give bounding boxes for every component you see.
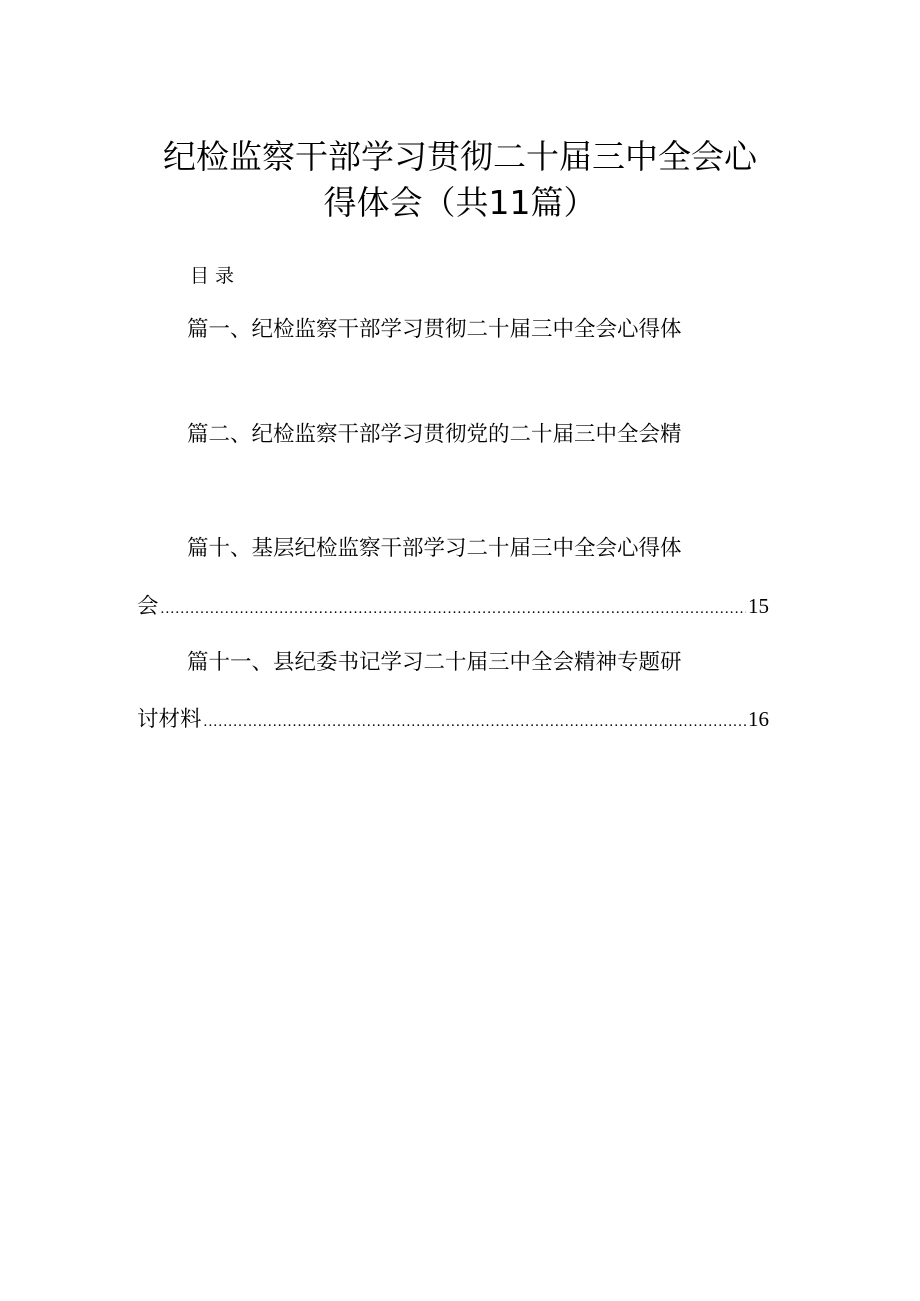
document-title-line-2: 得体会（共11篇） bbox=[323, 183, 597, 222]
dot-leader bbox=[161, 595, 746, 623]
document-title-line-1: 纪检监察干部学习贯彻二十届三中全会心 bbox=[163, 137, 757, 176]
toc-entry-11-continuation-text: 讨材料 bbox=[137, 707, 202, 732]
toc-entry-10-continuation[interactable] bbox=[137, 592, 769, 620]
toc-entry-11-continuation[interactable] bbox=[137, 705, 769, 733]
page-number: 15 bbox=[748, 594, 769, 618]
toc-entry-10[interactable]: 篇十、基层纪检监察干部学习二十届三中全会心得体 bbox=[187, 536, 682, 561]
page-number: 16 bbox=[748, 707, 769, 731]
toc-heading: 目录 bbox=[190, 265, 241, 287]
toc-entry-1[interactable]: 篇一、纪检监察干部学习贯彻二十届三中全会心得体 bbox=[187, 317, 682, 342]
toc-entry-2[interactable]: 篇二、纪检监察干部学习贯彻党的二十届三中全会精 bbox=[187, 422, 682, 447]
dot-leader bbox=[204, 708, 746, 736]
toc-entry-11[interactable]: 篇十一、县纪委书记学习二十届三中全会精神专题研 bbox=[187, 650, 682, 675]
toc-entry-10-continuation-text: 会 bbox=[137, 594, 159, 619]
